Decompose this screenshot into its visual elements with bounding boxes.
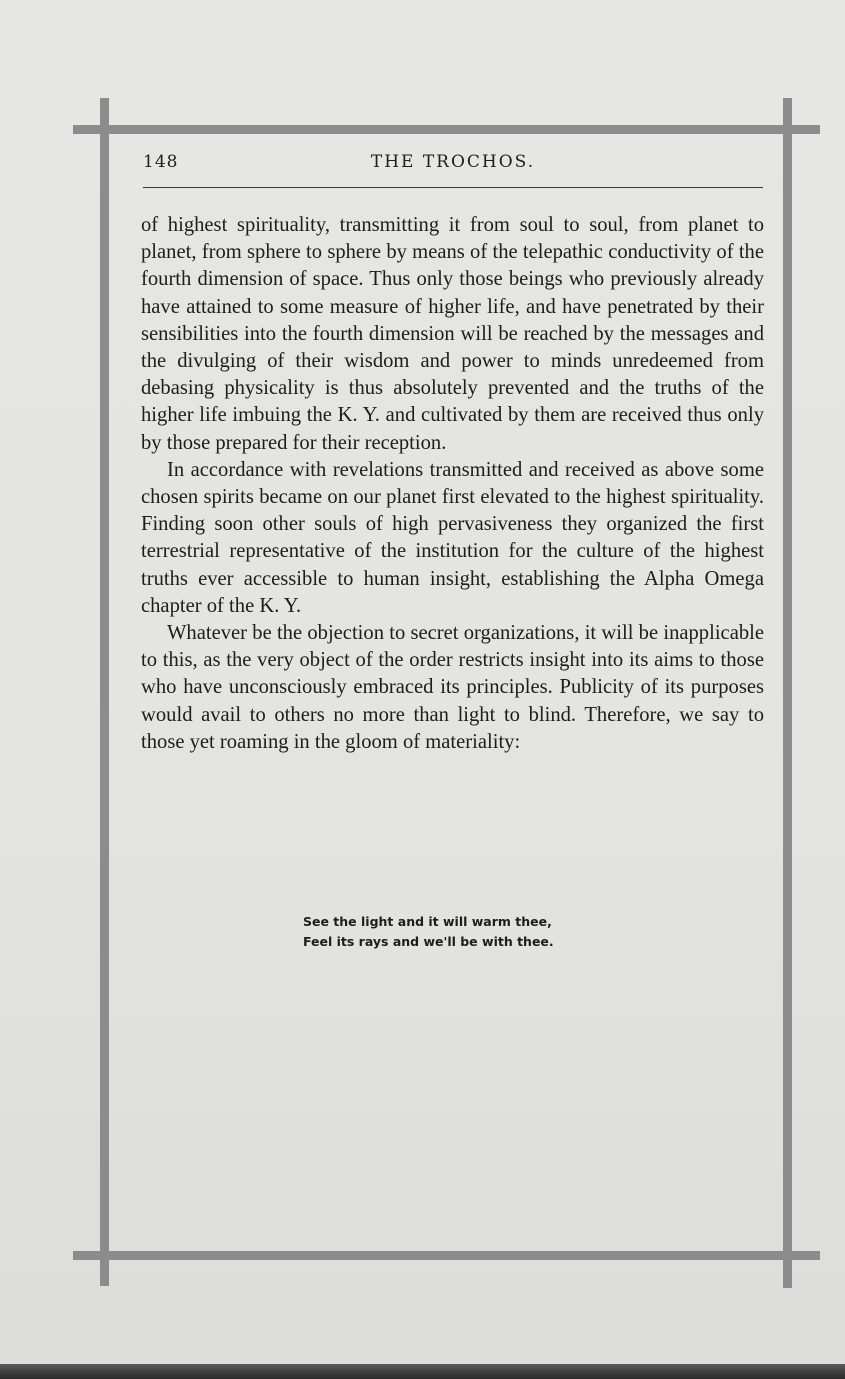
running-title: THE TROCHOS. xyxy=(370,152,536,172)
paragraph-3: Whatever be the objection to secret organizations, it will be inapplicable to this, as the very object of the order restricts insight into its aims to those who have unconsciously embraced its principles. Publicity of its purposes would avail to others no more than light to blind. Therefore, we say to those yet roaming in the gloom of materiality: xyxy=(141,622,764,753)
verse-line-1: See the light and it will warm thee, xyxy=(303,914,552,929)
body-text xyxy=(141,212,764,756)
header-rule xyxy=(143,187,763,188)
border-bottom-rule xyxy=(73,1251,820,1260)
page-number: 148 xyxy=(143,152,179,172)
border-top-rule xyxy=(73,125,820,134)
border-right-rule xyxy=(783,98,792,1288)
border-left-rule xyxy=(100,98,109,1286)
page-header xyxy=(143,152,763,178)
paragraph-2: In accordance with revelations transmitted and received as above some chosen spirits became on our planet first elevated to the highest spirituality. Finding soon other souls of high pervasiveness they organized the first terrestrial representative of the institution for the culture of the highest truths ever accessible to human insight, establishing the Alpha Omega chapter of the K. Y. xyxy=(141,458,764,617)
verse-couplet xyxy=(303,912,623,952)
verse-line-2: Feel its rays and we'll be with thee. xyxy=(303,934,554,949)
paragraph-1: of highest spirituality, transmitting it from soul to soul, from planet to planet, from sphere to sphere by means of the telepathic conductivity of the fourth dimension of space. Thus only those beings who previously already have attained to some measure of higher life, and have penetrated by their sensibilities into the fourth dimension will be reached by the messages and the divulging of their wisdom and power to minds unredeemed from debasing physicality is thus absolutely prevented and the truths of the higher life imbuing the K. Y. and cultivated by them are received thus only by those prepared for their reception. xyxy=(141,214,764,454)
scan-edge-shadow xyxy=(0,1364,845,1379)
